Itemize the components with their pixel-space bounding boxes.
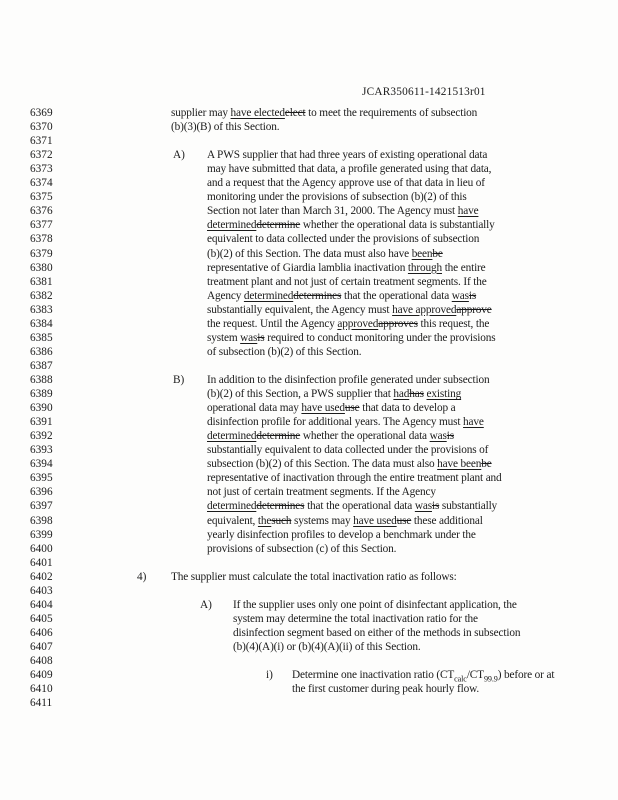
line-text — [207, 205, 478, 217]
text-run-deleted: use — [396, 514, 412, 527]
text-run: the entire — [442, 261, 486, 274]
text-run-inserted: was — [240, 331, 258, 344]
document-line — [0, 613, 618, 627]
text-run-deleted: elect — [284, 107, 306, 119]
document-line — [0, 290, 618, 304]
line-number: 6397 — [30, 500, 53, 513]
list-marker: A) — [173, 149, 185, 162]
line-number: 6379 — [30, 247, 53, 260]
text-run: substantially equivalent, the Agency must — [207, 303, 393, 316]
line-number: 6406 — [30, 626, 53, 639]
text-run: system — [207, 331, 241, 344]
text-run: Agency — [207, 289, 244, 302]
line-number: 6404 — [30, 598, 53, 611]
line-text — [207, 472, 502, 484]
text-run-inserted: determined — [207, 219, 257, 232]
text-run: may have submitted that data, a profile generated using that data, — [207, 163, 492, 176]
document-line — [0, 627, 618, 641]
line-text — [207, 248, 443, 260]
line-text — [233, 613, 478, 625]
text-run-inserted: have used — [353, 514, 397, 527]
line-text — [207, 276, 487, 288]
document-line — [0, 149, 618, 163]
line-text — [233, 627, 520, 639]
document-line — [0, 500, 618, 514]
line-text — [233, 641, 421, 653]
document-line — [0, 304, 618, 318]
text-run: (b)(3)(B) of this Section. — [171, 121, 280, 133]
document-line — [0, 486, 618, 500]
text-run-inserted: was — [429, 430, 447, 443]
document-line — [0, 107, 618, 121]
line-number: 6375 — [30, 191, 53, 204]
document-line — [0, 177, 618, 191]
line-text — [207, 529, 476, 541]
document-line — [0, 121, 618, 135]
text-run: treatment plant and not just of certain treatment segments. If the — [207, 275, 487, 288]
text-run: the first customer during peak hourly flow. — [292, 683, 480, 696]
text-run: disinfection segment based on either of the methods in subsection — [233, 626, 521, 639]
line-number: 6402 — [30, 570, 53, 583]
text-run: that the operational data — [304, 500, 415, 513]
line-text — [207, 163, 491, 175]
document-line — [0, 374, 618, 388]
line-text — [207, 374, 489, 386]
line-text — [207, 290, 476, 302]
text-run-inserted: have elected — [230, 107, 285, 119]
line-text — [292, 683, 479, 695]
document-line — [0, 135, 618, 149]
line-number: 6400 — [30, 542, 53, 555]
document-line — [0, 430, 618, 444]
document-line — [0, 402, 618, 416]
line-number: 6372 — [30, 149, 53, 162]
document-line — [0, 529, 618, 543]
text-run: operational data may — [207, 402, 302, 415]
text-run: A PWS supplier that had three years of existing operational data — [207, 149, 488, 162]
text-run: equivalent to data collected under the provisions of subsection — [207, 233, 480, 246]
text-run: equivalent, — [207, 514, 258, 527]
text-run-deleted: is — [431, 500, 440, 513]
line-number: 6389 — [30, 388, 53, 400]
text-run: supplier may — [171, 107, 231, 119]
text-run: of subsection (b)(2) of this Section. — [207, 345, 362, 358]
document-line — [0, 599, 618, 613]
text-run-deleted: be — [481, 458, 492, 471]
line-number: 6410 — [30, 683, 53, 696]
text-run-deleted: approves — [378, 317, 418, 330]
line-number: 6392 — [30, 430, 53, 443]
text-run-deleted: is — [446, 430, 454, 443]
line-number: 6387 — [30, 359, 53, 372]
list-marker: i) — [266, 669, 273, 681]
line-text — [207, 486, 436, 498]
text-run: disinfection profile for additional years. The Agency must — [207, 416, 464, 429]
line-number: 6370 — [30, 121, 53, 133]
text-run: these additional — [411, 514, 483, 527]
text-run: In addition to the disinfection profile generated under subsection — [207, 373, 490, 386]
text-run: this request, the — [417, 317, 490, 330]
line-number: 6391 — [30, 416, 53, 429]
document-line — [0, 219, 618, 233]
document-id: JCAR350611-1421513r01 — [362, 86, 486, 98]
line-text — [207, 233, 479, 245]
text-run-inserted: determined — [207, 500, 257, 513]
line-text — [207, 388, 461, 400]
text-run: yearly disinfection profiles to develop a benchmark under the — [207, 528, 476, 541]
document-line — [0, 444, 618, 458]
document-line — [0, 318, 618, 332]
text-run: (b)(4)(A)(i) or (b)(4)(A)(ii) of this Section. — [233, 640, 421, 653]
text-run: the request. Until the Agency — [207, 317, 338, 330]
text-run: whether the operational data — [300, 430, 430, 443]
list-marker: B) — [173, 373, 185, 386]
text-run-inserted: through — [407, 261, 443, 274]
document-line — [0, 346, 618, 360]
text-run: not just of certain treatment segments. If the Agency — [207, 486, 436, 499]
line-text — [171, 107, 477, 119]
text-run-deleted: determine — [256, 219, 301, 232]
line-text — [207, 500, 497, 512]
line-text — [207, 191, 467, 203]
line-number: 6377 — [30, 219, 53, 232]
text-run-inserted: been — [411, 247, 433, 260]
text-run-deleted: determine — [256, 430, 301, 443]
line-number: 6399 — [30, 528, 53, 541]
line-number: 6378 — [30, 233, 53, 246]
text-run: monitoring under the provisions of subsection (b)(2) of this — [207, 191, 467, 204]
line-number: 6373 — [30, 163, 53, 176]
text-run-inserted: have been — [437, 458, 482, 471]
line-number: 6386 — [30, 345, 53, 358]
document-line — [0, 557, 618, 571]
line-number: 6384 — [30, 317, 53, 330]
line-number: 6381 — [30, 275, 53, 288]
text-run: whether the operational data is substantially — [300, 219, 495, 232]
document-line — [0, 233, 618, 247]
document-line — [0, 472, 618, 486]
document-line — [0, 571, 618, 585]
text-run: (b)(2) of this Section, a PWS supplier that — [207, 388, 394, 400]
line-text — [207, 543, 396, 555]
text-run-inserted: existing — [426, 388, 462, 400]
text-run-inserted: the — [257, 514, 272, 527]
document-line — [0, 543, 618, 557]
line-text — [207, 304, 492, 316]
text-run: systems may — [291, 514, 354, 527]
line-text — [207, 177, 485, 189]
text-run-inserted: was — [451, 289, 469, 302]
line-number: 6407 — [30, 640, 53, 653]
line-text — [207, 332, 496, 344]
line-number: 6408 — [30, 655, 53, 667]
text-run: system may determine the total inactivation ratio for the — [233, 612, 478, 625]
text-run-inserted: approved — [337, 317, 379, 330]
text-run-deleted: approve — [456, 303, 492, 316]
line-number: 6390 — [30, 402, 53, 415]
document-line — [0, 248, 618, 262]
line-text — [207, 149, 487, 161]
line-number: 6374 — [30, 177, 53, 190]
text-run-deleted: determines — [293, 289, 342, 302]
line-number: 6388 — [30, 373, 53, 386]
text-run: Determine one inactivation ratio (CT — [292, 669, 455, 681]
text-run: substantially equivalent to data collected under the provisions of — [207, 444, 489, 457]
document-line — [0, 641, 618, 655]
line-number: 6403 — [30, 584, 53, 597]
text-run-inserted: have — [457, 205, 479, 218]
line-text — [233, 599, 517, 611]
line-number: 6401 — [30, 556, 53, 569]
line-text — [207, 318, 489, 330]
text-run: representative of inactivation through the entire treatment plant and — [207, 472, 502, 485]
line-number: 6369 — [30, 107, 53, 119]
document-line — [0, 669, 618, 683]
text-run: The supplier must calculate the total inactivation ratio as follows: — [171, 570, 457, 583]
line-text — [207, 458, 492, 470]
line-text — [207, 346, 361, 358]
line-number: 6398 — [30, 514, 53, 527]
line-number: 6393 — [30, 444, 53, 457]
line-number: 6409 — [30, 669, 53, 681]
document-line — [0, 205, 618, 219]
text-run-inserted: had — [393, 388, 410, 400]
line-number: 6394 — [30, 458, 53, 471]
line-number: 6382 — [30, 289, 53, 302]
text-run: subsection (b)(2) of this Section. The data must also — [207, 458, 438, 471]
line-text — [207, 430, 454, 442]
text-run: ) before or at — [497, 669, 555, 681]
document-line — [0, 332, 618, 346]
text-run-inserted: determined — [243, 289, 294, 302]
line-text — [207, 444, 488, 456]
text-run: that data to develop a — [359, 402, 456, 415]
text-run: representative of Giardia lamblia inactivation — [207, 261, 408, 274]
line-number: 6396 — [30, 486, 53, 499]
document-line — [0, 585, 618, 599]
text-run: If the supplier uses only one point of disinfectant application, the — [233, 598, 517, 611]
text-run: required to conduct monitoring under the provisions — [264, 331, 496, 344]
document-line — [0, 697, 618, 711]
text-run-inserted: have — [463, 416, 484, 429]
text-run: (b)(2) of this Section. The data must also have — [207, 247, 412, 260]
document-line — [0, 191, 618, 205]
text-run: Section not later than March 31, 2000. The Agency must — [207, 205, 458, 218]
document-line — [0, 655, 618, 669]
text-run-deleted: has — [409, 388, 424, 400]
text-run-inserted: determined — [207, 430, 257, 443]
text-run: to meet the requirements of subsection — [305, 107, 478, 119]
document-line — [0, 360, 618, 374]
text-run-deleted: is — [257, 331, 265, 344]
line-text — [207, 402, 456, 414]
text-run: substantially — [439, 500, 498, 513]
line-number: 6395 — [30, 472, 53, 485]
line-number: 6405 — [30, 612, 53, 625]
text-run-deleted: use — [344, 402, 360, 415]
line-number: 6376 — [30, 205, 53, 218]
text-run-inserted: have used — [301, 402, 345, 415]
text-run-subscript: calc — [454, 674, 467, 684]
document-line — [0, 515, 618, 529]
text-run: that the operational data — [341, 289, 452, 302]
text-run-deleted: determines — [256, 500, 305, 513]
text-run-deleted: such — [271, 514, 292, 527]
line-number: 6383 — [30, 303, 53, 316]
text-run-inserted: was — [414, 500, 432, 513]
document-line — [0, 683, 618, 697]
line-text — [207, 262, 486, 274]
text-run-inserted: have approved — [392, 303, 457, 316]
text-run-subscript: 99.9 — [483, 674, 498, 684]
text-run: /CT — [466, 669, 484, 681]
text-run: and a request that the Agency approve use of that data in lieu of — [207, 177, 485, 190]
line-number: 6411 — [30, 697, 53, 710]
text-run: provisions of subsection (c) of this Section. — [207, 542, 397, 555]
line-text — [171, 571, 457, 583]
line-number: 6380 — [30, 261, 53, 274]
list-marker: A) — [200, 598, 212, 611]
line-text — [171, 121, 279, 133]
text-run-deleted: be — [432, 247, 443, 260]
line-text — [292, 669, 554, 683]
document-line — [0, 388, 618, 402]
line-number: 6371 — [30, 135, 53, 148]
line-text — [207, 515, 483, 527]
list-marker: 4) — [137, 570, 147, 583]
document-line — [0, 262, 618, 276]
document-line — [0, 458, 618, 472]
document-line — [0, 276, 618, 290]
text-run-deleted: is — [468, 289, 477, 302]
line-text — [207, 416, 484, 428]
line-number: 6385 — [30, 331, 53, 344]
document-line — [0, 416, 618, 430]
line-text — [207, 219, 495, 231]
document-line — [0, 163, 618, 177]
